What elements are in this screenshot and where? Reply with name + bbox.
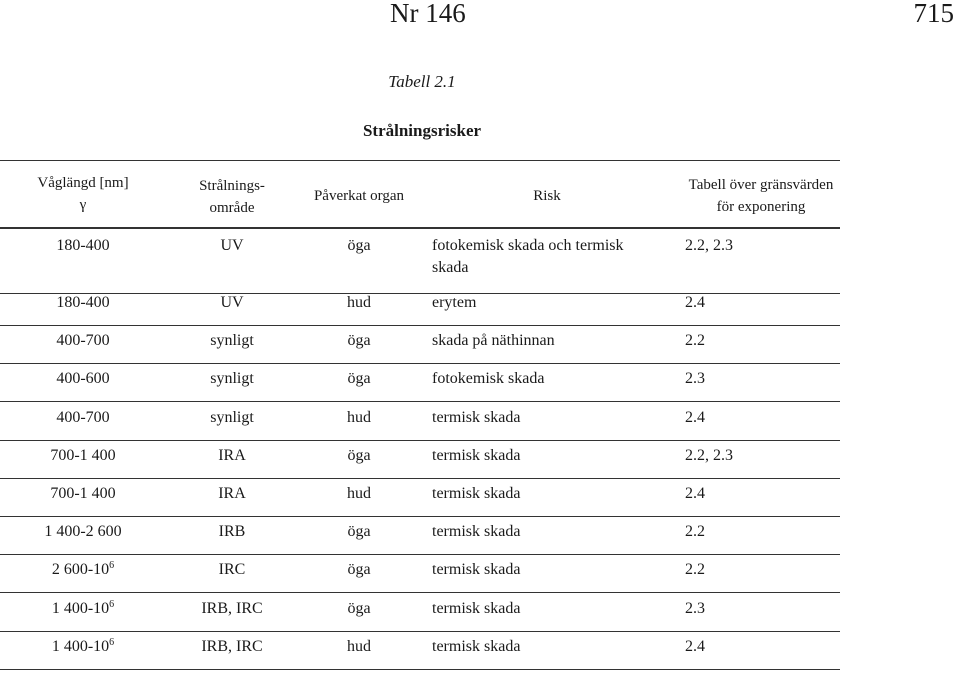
risk-line: erytem [432, 294, 477, 311]
row-rule [0, 440, 840, 441]
risk-line: termisk skada [432, 408, 521, 426]
wavelength-value: 180-400 [56, 237, 110, 254]
header-risk [432, 185, 662, 207]
cell-region: UV [220, 237, 244, 254]
wavelength-value: 1 400-10 [51, 637, 110, 655]
risk-line: skada på näthinnan [432, 332, 555, 350]
cell-organ: hud [347, 294, 371, 311]
cell-region: synligt [210, 408, 254, 426]
row-rule [0, 592, 840, 593]
risk-line: termisk skada [432, 523, 521, 541]
cell-region: synligt [210, 370, 254, 388]
row-rule [0, 516, 840, 517]
wavelength-value: 400-600 [56, 370, 110, 388]
cell-limits: 2.2 [685, 523, 705, 541]
wavelength-value: 700-1 400 [50, 485, 116, 502]
risk-line: termisk skada [432, 637, 521, 655]
cell-region: IRB [218, 523, 246, 541]
cell-organ: hud [347, 408, 371, 426]
row-rule [0, 363, 840, 364]
header-limits [680, 174, 842, 218]
cell-limits: 2.4 [685, 294, 705, 311]
cell-risk [432, 368, 544, 390]
risk-line: fotokemisk skada och termisk [432, 237, 624, 254]
cell-organ: öga [347, 523, 371, 541]
risk-line: termisk skada [432, 446, 521, 464]
header-organ-label: Påverkat organ [313, 188, 405, 204]
cell-limits: 2.2 [685, 332, 705, 350]
table-top-rule [0, 160, 840, 161]
cell-risk [432, 521, 520, 543]
wavelength-value: 1 400-10 [51, 599, 110, 617]
cell-limits: 2.4 [685, 408, 705, 426]
risk-line: termisk skada [432, 561, 521, 579]
header-region-line-1: Strålnings- [199, 178, 265, 194]
cell-region: IRC [218, 561, 246, 579]
cell-risk [432, 483, 520, 505]
cell-organ: hud [347, 485, 371, 502]
row-rule [0, 554, 840, 555]
row-rule [0, 631, 840, 632]
cell-limits: 2.2, 2.3 [685, 446, 733, 464]
wavelength-value: 400-700 [56, 408, 110, 426]
cell-region: UV [220, 294, 244, 311]
cell-limits: 2.2 [685, 561, 705, 579]
row-rule [0, 669, 840, 670]
wavelength-value: 700-1 400 [50, 446, 116, 464]
cell-limits: 2.2, 2.3 [685, 237, 733, 254]
header-wavelength-line-1: Våglängd [nm] [37, 175, 129, 191]
cell-wavelength [0, 368, 166, 390]
row-rule [0, 325, 840, 326]
cell-risk [432, 292, 476, 314]
row-rule [0, 478, 840, 479]
wavelength-exponent: 6 [109, 560, 115, 572]
cell-region: synligt [210, 332, 254, 350]
header-bottom-rule [0, 227, 840, 229]
cell-wavelength [0, 636, 166, 658]
cell-wavelength [0, 445, 166, 467]
header-risk-label: Risk [533, 188, 561, 204]
risk-line: termisk skada [432, 599, 521, 617]
cell-region: IRB, IRC [201, 637, 263, 655]
wavelength-exponent: 6 [109, 636, 115, 648]
wavelength-value: 400-700 [56, 332, 110, 350]
cell-organ: hud [347, 637, 371, 655]
table-label: Tabell 2.1 [388, 72, 456, 91]
risk-line: termisk skada [432, 485, 521, 502]
header-region-line-2: område [209, 200, 255, 216]
header-limits-line-2: för exponering [716, 199, 806, 215]
header-region [166, 175, 298, 219]
row-rule [0, 401, 840, 402]
wavelength-value: 1 400-2 600 [44, 523, 122, 541]
cell-organ: öga [347, 561, 371, 579]
cell-organ: öga [347, 446, 371, 464]
cell-wavelength [0, 483, 166, 505]
cell-organ: öga [347, 599, 371, 617]
header-wavelength [0, 172, 166, 216]
table-title: Strålningsrisker [362, 121, 482, 140]
cell-wavelength [0, 559, 166, 581]
cell-region: IRA [218, 446, 246, 464]
cell-limits: 2.3 [685, 599, 705, 617]
cell-limits: 2.4 [685, 485, 705, 502]
cell-risk [432, 330, 555, 352]
cell-organ: öga [347, 332, 371, 350]
cell-limits: 2.3 [685, 370, 705, 388]
cell-wavelength [0, 292, 166, 314]
cell-risk [432, 407, 520, 429]
cell-region: IRB, IRC [201, 599, 263, 617]
cell-limits: 2.4 [685, 637, 705, 655]
cell-wavelength [0, 598, 166, 620]
cell-risk [432, 598, 520, 620]
document-number: Nr 146 [390, 0, 466, 28]
risk-line: skada [432, 259, 469, 276]
wavelength-exponent: 6 [109, 598, 115, 610]
cell-wavelength [0, 330, 166, 352]
wavelength-value: 2 600-10 [51, 561, 110, 579]
cell-risk [432, 445, 520, 467]
cell-wavelength [0, 407, 166, 429]
cell-organ: öga [347, 370, 371, 388]
cell-risk [432, 235, 624, 279]
cell-risk [432, 636, 520, 658]
cell-wavelength [0, 521, 166, 543]
cell-region: IRA [218, 485, 246, 502]
header-limits-line-1: Tabell över gränsvärden [688, 177, 834, 193]
cell-wavelength [0, 235, 166, 257]
risk-line: fotokemisk skada [432, 370, 545, 388]
cell-organ: öga [347, 237, 371, 254]
cell-risk [432, 559, 520, 581]
header-organ [298, 185, 420, 207]
wavelength-value: 180-400 [56, 294, 110, 311]
page-number: 715 [913, 0, 954, 28]
header-wavelength-line-2: γ [79, 197, 87, 213]
